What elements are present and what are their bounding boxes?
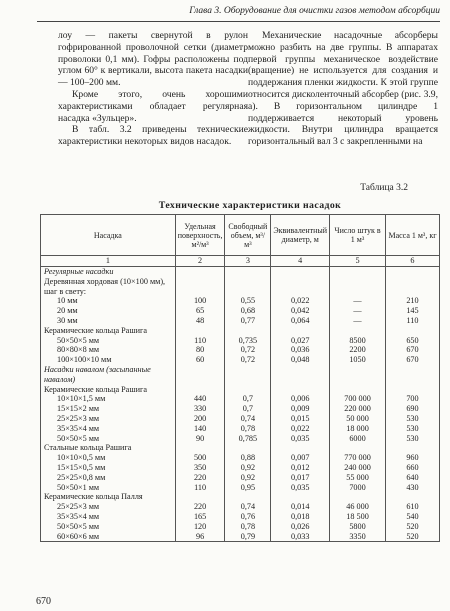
value-cell: 96	[175, 532, 225, 542]
table-section-row	[41, 277, 440, 297]
table-section-row	[41, 492, 440, 502]
table-row	[41, 316, 440, 326]
value-cell: 0,78	[225, 522, 271, 532]
value-cell: 330	[175, 404, 225, 414]
value-cell: 0,72	[225, 355, 271, 365]
value-cell: 520	[385, 522, 439, 532]
packing-name-cell: 50×50×5 мм	[41, 336, 176, 346]
value-cell: 690	[385, 404, 439, 414]
table-section-row	[41, 365, 440, 385]
value-cell: 0,95	[225, 483, 271, 493]
packing-name-cell: 10×10×1,5 мм	[41, 394, 176, 404]
value-cell: 0,92	[225, 473, 271, 483]
value-cell: —	[330, 306, 386, 316]
value-cell: 670	[385, 355, 439, 365]
packing-name-cell: Деревянная хордовая (10×100 мм), шаг в свету:	[41, 277, 176, 297]
value-cell: 110	[385, 316, 439, 326]
table-row	[41, 522, 440, 532]
value-cell	[225, 267, 271, 277]
header-rule	[37, 21, 440, 22]
value-cell: 0,033	[271, 532, 330, 542]
packing-name-cell: 80×80×8 мм	[41, 345, 176, 355]
value-cell: 0,735	[225, 336, 271, 346]
packing-name-cell: 50×50×1 мм	[41, 483, 176, 493]
left-paragraph: Кроме этого, очень хорошими характеристиками обладает регулярная насадка «Зульцер».	[58, 88, 248, 124]
value-cell: 500	[175, 453, 225, 463]
packing-name-cell: Керамические кольца Палля	[41, 492, 176, 502]
value-cell: 0,014	[271, 502, 330, 512]
value-cell: 100	[175, 296, 225, 306]
column-number: 4	[271, 256, 330, 267]
value-cell: 640	[385, 473, 439, 483]
table-row	[41, 414, 440, 424]
value-cell: 110	[175, 336, 225, 346]
value-cell: 670	[385, 345, 439, 355]
value-cell: 0,007	[271, 453, 330, 463]
table-row	[41, 473, 440, 483]
value-cell: 7000	[330, 483, 386, 493]
value-cell: 0,76	[225, 512, 271, 522]
value-cell: 350	[175, 463, 225, 473]
table-section-row	[41, 267, 440, 277]
value-cell	[330, 277, 386, 297]
value-cell: 200	[175, 414, 225, 424]
table-row	[41, 512, 440, 522]
value-cell: 46 000	[330, 502, 386, 512]
table-header-row	[41, 215, 440, 256]
value-cell	[330, 365, 386, 385]
left-paragraph: В табл. 3.2 приведены технические характеристики некоторых видов насадок.	[58, 124, 248, 148]
packing-name-cell: 35×35×4 мм	[41, 424, 176, 434]
value-cell: 110	[175, 483, 225, 493]
value-cell: 0,042	[271, 306, 330, 316]
value-cell: 60	[175, 355, 225, 365]
table-row	[41, 434, 440, 444]
value-cell: 0,022	[271, 296, 330, 306]
column-header: Масса 1 м³, кг	[385, 215, 439, 256]
value-cell: 0,036	[271, 345, 330, 355]
packing-name-cell: 10 мм	[41, 296, 176, 306]
value-cell: 650	[385, 336, 439, 346]
value-cell: 18 000	[330, 424, 386, 434]
value-cell: 0,035	[271, 434, 330, 444]
value-cell: —	[330, 316, 386, 326]
value-cell: 6000	[330, 434, 386, 444]
packing-name-cell: Насадки навалом (засыпанные навалом)	[41, 365, 176, 385]
table-section-row	[41, 385, 440, 395]
value-cell: 1050	[330, 355, 386, 365]
value-cell: 140	[175, 424, 225, 434]
value-cell: 2200	[330, 345, 386, 355]
value-cell	[225, 326, 271, 336]
value-cell: 8500	[330, 336, 386, 346]
value-cell: 0,78	[225, 424, 271, 434]
packing-name-cell: 15×15×0,5 мм	[41, 463, 176, 473]
column-number: 6	[385, 256, 439, 267]
value-cell: 65	[175, 306, 225, 316]
value-cell	[330, 326, 386, 336]
value-cell: 440	[175, 394, 225, 404]
value-cell	[175, 492, 225, 502]
value-cell	[225, 385, 271, 395]
value-cell	[385, 365, 439, 385]
packing-name-cell: 25×25×0,8 мм	[41, 473, 176, 483]
table-row	[41, 453, 440, 463]
value-cell: 700	[385, 394, 439, 404]
value-cell: 0,012	[271, 463, 330, 473]
packing-name-cell: 15×15×2 мм	[41, 404, 176, 414]
value-cell: 220	[175, 473, 225, 483]
value-cell: 0,035	[271, 483, 330, 493]
value-cell: 770 000	[330, 453, 386, 463]
table-row	[41, 306, 440, 316]
value-cell: 0,785	[225, 434, 271, 444]
column-header: Насадка	[41, 215, 176, 256]
column-number: 5	[330, 256, 386, 267]
value-cell: 0,77	[225, 316, 271, 326]
value-cell: 120	[175, 522, 225, 532]
packing-name-cell: 50×50×5 мм	[41, 522, 176, 532]
value-cell	[271, 365, 330, 385]
value-cell: 610	[385, 502, 439, 512]
value-cell: 220	[175, 502, 225, 512]
value-cell: 660	[385, 463, 439, 473]
value-cell	[175, 443, 225, 453]
value-cell: 530	[385, 424, 439, 434]
value-cell: 0,026	[271, 522, 330, 532]
value-cell	[385, 277, 439, 297]
table-section-row	[41, 443, 440, 453]
packing-name-cell: Регулярные насадки	[41, 267, 176, 277]
column-number: 3	[225, 256, 271, 267]
value-cell: 3350	[330, 532, 386, 542]
value-cell	[225, 492, 271, 502]
left-column	[58, 30, 248, 148]
table-title: Технические характеристики насадок	[158, 200, 342, 211]
value-cell: 0,7	[225, 404, 271, 414]
value-cell	[175, 385, 225, 395]
packing-name-cell: 25×25×3 мм	[41, 502, 176, 512]
packing-name-cell: Керамические кольца Рашига	[41, 326, 176, 336]
value-cell	[225, 443, 271, 453]
value-cell: 0,017	[271, 473, 330, 483]
value-cell	[271, 277, 330, 297]
value-cell: 0,022	[271, 424, 330, 434]
value-cell	[330, 385, 386, 395]
packing-name-cell: 50×50×5 мм	[41, 434, 176, 444]
packing-name-cell: Керамические кольца Рашига	[41, 385, 176, 395]
column-header: Свободный объем, м³/м³	[225, 215, 271, 256]
value-cell: 0,55	[225, 296, 271, 306]
value-cell	[175, 277, 225, 297]
value-cell: 0,015	[271, 414, 330, 424]
packing-name-cell: 100×100×10 мм	[41, 355, 176, 365]
right-column	[248, 30, 438, 148]
table-row	[41, 483, 440, 493]
value-cell: 0,009	[271, 404, 330, 414]
value-cell: 0,064	[271, 316, 330, 326]
value-cell	[271, 267, 330, 277]
value-cell	[330, 443, 386, 453]
value-cell	[385, 267, 439, 277]
value-cell	[175, 365, 225, 385]
value-cell: 48	[175, 316, 225, 326]
value-cell: 0,7	[225, 394, 271, 404]
value-cell: 0,018	[271, 512, 330, 522]
value-cell: 0,72	[225, 345, 271, 355]
table-row	[41, 336, 440, 346]
value-cell: 50 000	[330, 414, 386, 424]
value-cell: 700 000	[330, 394, 386, 404]
packing-name-cell: 35×35×4 мм	[41, 512, 176, 522]
value-cell: 55 000	[330, 473, 386, 483]
packing-name-cell: 20 мм	[41, 306, 176, 316]
value-cell	[271, 492, 330, 502]
table-row	[41, 404, 440, 414]
value-cell	[271, 385, 330, 395]
value-cell: 240 000	[330, 463, 386, 473]
value-cell	[271, 326, 330, 336]
value-cell	[175, 267, 225, 277]
value-cell: 0,006	[271, 394, 330, 404]
table-number: Таблица 3.2	[360, 183, 408, 193]
value-cell: 210	[385, 296, 439, 306]
table-row	[41, 345, 440, 355]
table-row	[41, 394, 440, 404]
value-cell: 0,88	[225, 453, 271, 463]
left-paragraph: лоу — пакеты свернутой в рулон гофрированной проволочной сетки (диаметр проволоки 0,1 мм). Гофры расположены под углом 60° к вертикали, высота пакета насадки — 100–200 мм.	[58, 30, 248, 89]
value-cell: 80	[175, 345, 225, 355]
value-cell	[385, 443, 439, 453]
column-number: 2	[175, 256, 225, 267]
value-cell: 0,79	[225, 532, 271, 542]
value-cell: 540	[385, 512, 439, 522]
value-cell	[271, 443, 330, 453]
value-cell: 90	[175, 434, 225, 444]
running-header: Глава 3. Оборудование для очистки газов методом абсорбции	[189, 6, 440, 16]
right-paragraph: Механические насадочные абсорберы можно разбить на две группы. В аппаратах первой группы механическое воздействие (вращение) не используется для создания и поддержания пленки жидкости. К этой группе относится дисколенточный абсорбер (рис. 3.9, а). В горизонтальном цилиндре 1 поддерживается некоторый уровень жидкости. Внутри цилиндра вращается горизонтальный вал 3 с закрепленными на	[248, 30, 438, 148]
column-number-row	[41, 256, 440, 267]
table-row	[41, 502, 440, 512]
value-cell: 18 500	[330, 512, 386, 522]
column-header: Удельная поверхность, м²/м³	[175, 215, 225, 256]
column-header: Эквивалентный диаметр, м	[271, 215, 330, 256]
value-cell: 165	[175, 512, 225, 522]
packing-name-cell: 10×10×0,5 мм	[41, 453, 176, 463]
value-cell: 520	[385, 532, 439, 542]
column-header: Число штук в 1 м³	[330, 215, 386, 256]
value-cell	[330, 492, 386, 502]
value-cell: 530	[385, 414, 439, 424]
table-row	[41, 532, 440, 542]
value-cell: 145	[385, 306, 439, 316]
column-number: 1	[41, 256, 176, 267]
table-row	[41, 463, 440, 473]
value-cell	[385, 492, 439, 502]
value-cell: 0,74	[225, 414, 271, 424]
value-cell: 5800	[330, 522, 386, 532]
value-cell	[225, 277, 271, 297]
value-cell: 0,027	[271, 336, 330, 346]
value-cell: 530	[385, 434, 439, 444]
value-cell: 0,68	[225, 306, 271, 316]
value-cell: 0,74	[225, 502, 271, 512]
value-cell: 430	[385, 483, 439, 493]
table-row	[41, 355, 440, 365]
table-row	[41, 296, 440, 306]
value-cell: 220 000	[330, 404, 386, 414]
table-row	[41, 424, 440, 434]
value-cell	[385, 326, 439, 336]
value-cell	[175, 326, 225, 336]
packing-name-cell: 25×25×3 мм	[41, 414, 176, 424]
packing-name-cell: 30 мм	[41, 316, 176, 326]
value-cell: 960	[385, 453, 439, 463]
packing-name-cell: 60×60×6 мм	[41, 532, 176, 542]
value-cell: —	[330, 296, 386, 306]
page-number: 670	[36, 596, 51, 607]
value-cell	[225, 365, 271, 385]
value-cell	[330, 267, 386, 277]
value-cell: 0,048	[271, 355, 330, 365]
table-section-row	[41, 326, 440, 336]
value-cell: 0,92	[225, 463, 271, 473]
packing-specs-table	[40, 214, 440, 542]
packing-name-cell: Стальные кольца Рашига	[41, 443, 176, 453]
value-cell	[385, 385, 439, 395]
